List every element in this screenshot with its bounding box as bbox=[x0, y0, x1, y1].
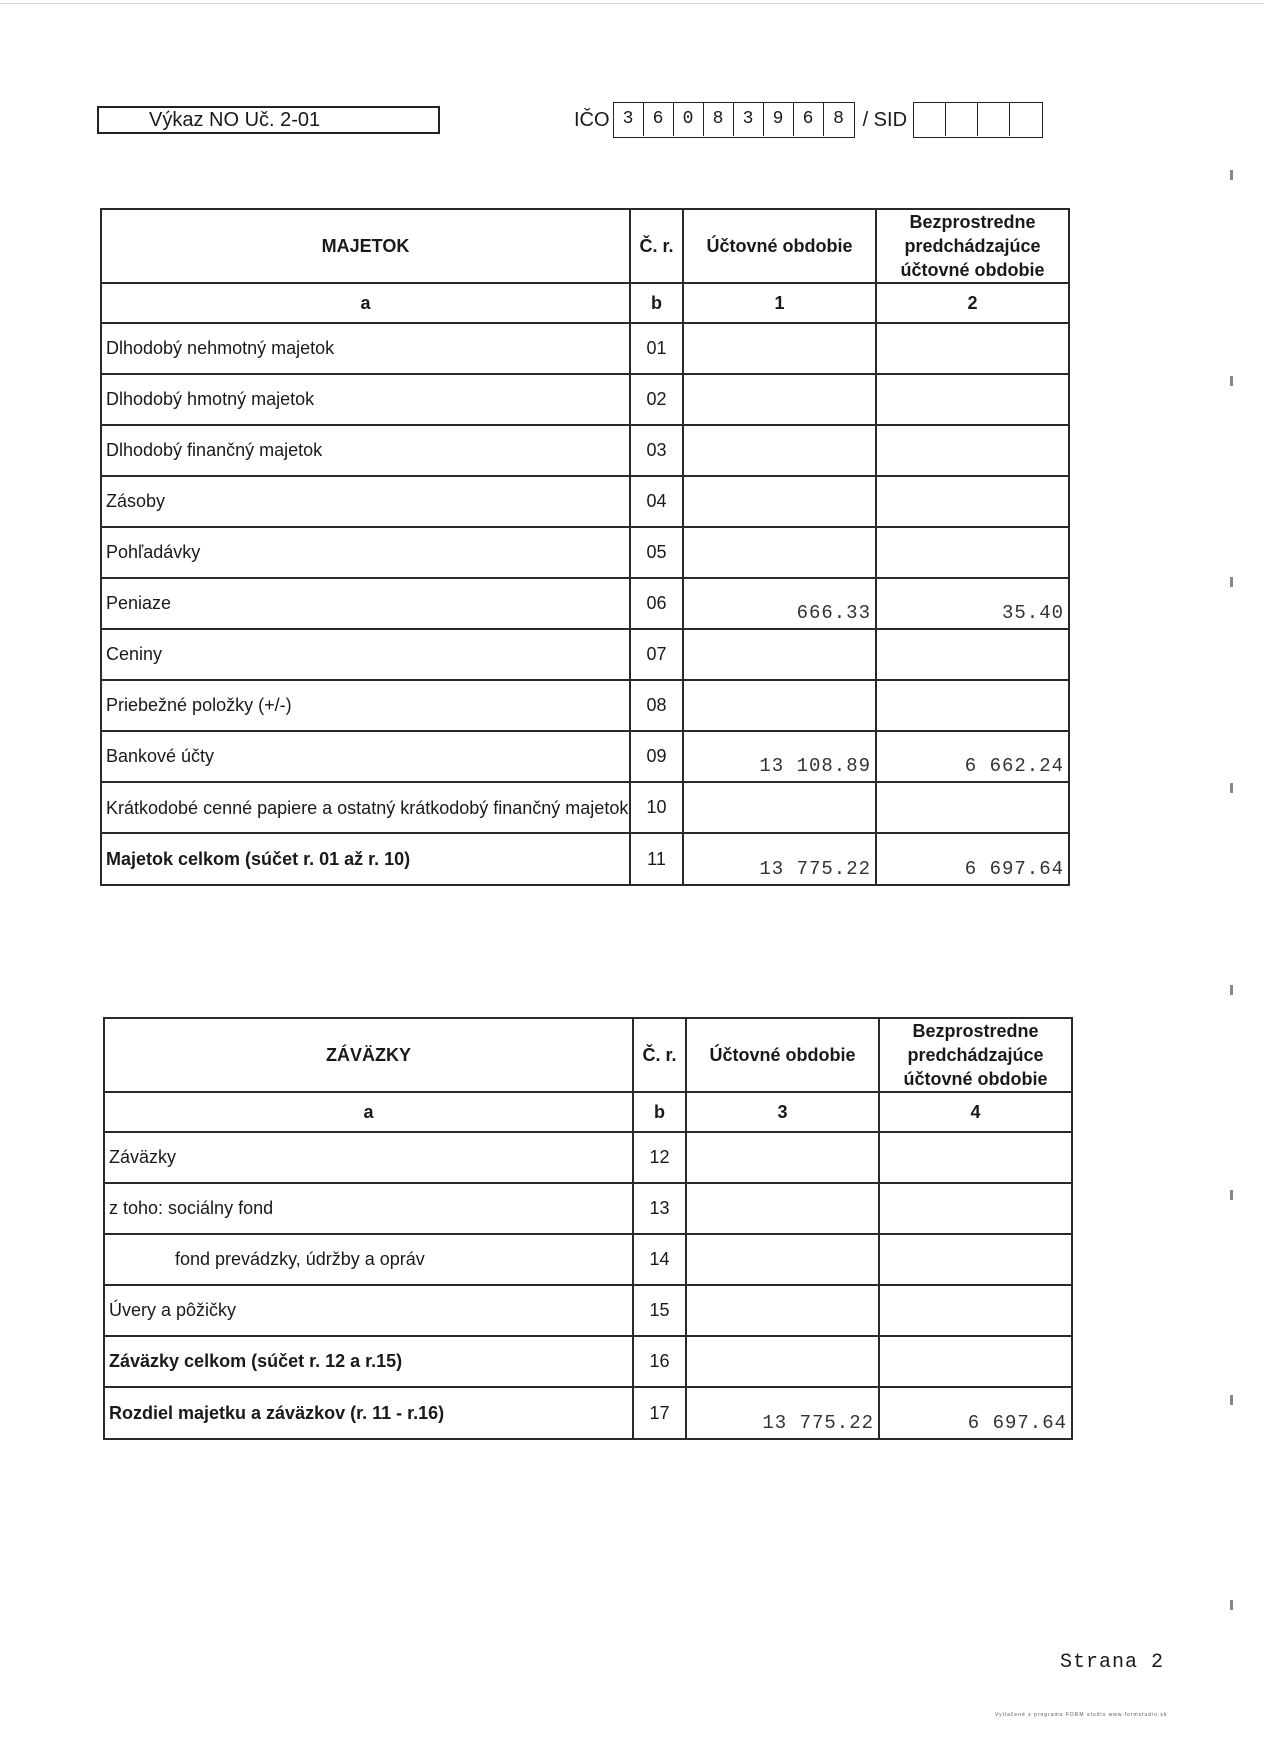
previous-value bbox=[876, 680, 1069, 731]
ico-digit: 8 bbox=[704, 103, 734, 136]
row-label: Pohľadávky bbox=[101, 527, 630, 578]
sid-box bbox=[946, 103, 978, 136]
table-row bbox=[101, 323, 1069, 374]
table-row bbox=[104, 1132, 1072, 1183]
scan-mark bbox=[1230, 1600, 1233, 1610]
current-value: 13 108.89 bbox=[683, 731, 876, 782]
ico-digit: 6 bbox=[644, 103, 674, 136]
row-label: Zásoby bbox=[101, 476, 630, 527]
sid-label: / SID bbox=[862, 108, 908, 131]
scan-mark bbox=[1230, 376, 1233, 386]
row-label: z toho: sociálny fond bbox=[104, 1183, 633, 1234]
previous-value bbox=[879, 1336, 1072, 1387]
previous-value bbox=[879, 1132, 1072, 1183]
table-row-total bbox=[101, 833, 1069, 885]
current-value: 13 775.22 bbox=[686, 1387, 879, 1439]
row-number: 15 bbox=[633, 1285, 686, 1336]
current-value: 13 775.22 bbox=[683, 833, 876, 885]
scan-mark bbox=[1230, 170, 1233, 180]
col-code: a bbox=[104, 1092, 633, 1132]
table-row-total bbox=[104, 1336, 1072, 1387]
row-label: Dlhodobý finančný majetok bbox=[101, 425, 630, 476]
scan-mark bbox=[1230, 985, 1233, 995]
table-row-total bbox=[104, 1387, 1072, 1439]
row-label: Dlhodobý nehmotný majetok bbox=[101, 323, 630, 374]
table-row bbox=[101, 425, 1069, 476]
table-row bbox=[101, 680, 1069, 731]
scan-top-edge bbox=[0, 3, 1264, 4]
current-value bbox=[683, 782, 876, 833]
table-row bbox=[101, 782, 1069, 833]
scan-mark bbox=[1230, 577, 1233, 587]
assets-table bbox=[100, 208, 1070, 886]
ico-digit: 6 bbox=[794, 103, 824, 136]
previous-value bbox=[879, 1285, 1072, 1336]
current-value bbox=[686, 1336, 879, 1387]
current-value bbox=[686, 1132, 879, 1183]
col-code: a bbox=[101, 283, 630, 323]
current-value bbox=[683, 476, 876, 527]
row-number: 02 bbox=[630, 374, 683, 425]
row-label: Rozdiel majetku a záväzkov (r. 11 - r.16) bbox=[104, 1387, 633, 1439]
ico-digit-boxes bbox=[613, 102, 855, 138]
row-label: Ceniny bbox=[101, 629, 630, 680]
row-number: 03 bbox=[630, 425, 683, 476]
row-label: Priebežné položky (+/-) bbox=[101, 680, 630, 731]
row-number: 16 bbox=[633, 1336, 686, 1387]
ico-group bbox=[574, 102, 1043, 138]
scan-mark bbox=[1230, 1395, 1233, 1405]
current-value bbox=[683, 374, 876, 425]
row-number: 04 bbox=[630, 476, 683, 527]
previous-value: 6 697.64 bbox=[876, 833, 1069, 885]
table-row bbox=[101, 731, 1069, 782]
row-number: 08 bbox=[630, 680, 683, 731]
previous-value bbox=[876, 425, 1069, 476]
ico-label: IČO bbox=[574, 108, 610, 131]
liabilities-col-previous: Bezprostredne predchádzajúce účtovné obdobie bbox=[879, 1018, 1072, 1092]
sid-box bbox=[978, 103, 1010, 136]
previous-value: 6 662.24 bbox=[876, 731, 1069, 782]
row-label: Záväzky celkom (súčet r. 12 a r.15) bbox=[104, 1336, 633, 1387]
previous-value bbox=[876, 374, 1069, 425]
col-code: 4 bbox=[879, 1092, 1072, 1132]
liabilities-table bbox=[103, 1017, 1073, 1440]
ico-digit: 3 bbox=[734, 103, 764, 136]
previous-value bbox=[876, 476, 1069, 527]
table-row bbox=[104, 1183, 1072, 1234]
current-value bbox=[683, 425, 876, 476]
sid-box bbox=[914, 103, 946, 136]
page-number: Strana 2 bbox=[1060, 1651, 1165, 1674]
previous-value: 35.40 bbox=[876, 578, 1069, 629]
previous-value bbox=[876, 527, 1069, 578]
scan-mark bbox=[1230, 1190, 1233, 1200]
row-number: 12 bbox=[633, 1132, 686, 1183]
row-number: 05 bbox=[630, 527, 683, 578]
assets-code-row bbox=[101, 283, 1069, 323]
row-number: 07 bbox=[630, 629, 683, 680]
sid-boxes bbox=[913, 102, 1043, 138]
assets-col-current: Účtovné obdobie bbox=[683, 209, 876, 283]
previous-value bbox=[876, 782, 1069, 833]
table-row bbox=[101, 374, 1069, 425]
current-value bbox=[686, 1234, 879, 1285]
ico-digit: 8 bbox=[833, 109, 844, 129]
row-number: 11 bbox=[630, 833, 683, 885]
ico-digit: 9 bbox=[764, 103, 794, 136]
assets-col-name: MAJETOK bbox=[101, 209, 630, 283]
row-label: Dlhodobý hmotný majetok bbox=[101, 374, 630, 425]
footer-small-print: Vytlačené z programu FORM studio www.formstudio.sk bbox=[995, 1712, 1168, 1718]
col-code: 3 bbox=[686, 1092, 879, 1132]
liabilities-col-current: Účtovné obdobie bbox=[686, 1018, 879, 1092]
current-value bbox=[683, 629, 876, 680]
current-value bbox=[686, 1285, 879, 1336]
previous-value bbox=[876, 629, 1069, 680]
liabilities-code-row bbox=[104, 1092, 1072, 1132]
previous-value: 6 697.64 bbox=[879, 1387, 1072, 1439]
current-value bbox=[683, 680, 876, 731]
table-row bbox=[101, 629, 1069, 680]
liabilities-col-name: ZÁVÄZKY bbox=[104, 1018, 633, 1092]
row-number: 10 bbox=[630, 782, 683, 833]
current-value bbox=[686, 1183, 879, 1234]
current-value bbox=[683, 323, 876, 374]
table-row bbox=[104, 1285, 1072, 1336]
row-label: fond prevádzky, údržby a opráv bbox=[104, 1234, 633, 1285]
current-value: 666.33 bbox=[683, 578, 876, 629]
current-value bbox=[683, 527, 876, 578]
row-number: 13 bbox=[633, 1183, 686, 1234]
col-code: b bbox=[630, 283, 683, 323]
table-row bbox=[104, 1234, 1072, 1285]
assets-col-row-no: Č. r. bbox=[630, 209, 683, 283]
assets-col-previous: Bezprostredne predchádzajúce účtovné obdobie bbox=[876, 209, 1069, 283]
table-row bbox=[101, 476, 1069, 527]
previous-value bbox=[879, 1234, 1072, 1285]
ico-digit: 0 bbox=[674, 103, 704, 136]
row-number: 09 bbox=[630, 731, 683, 782]
row-label: Krátkodobé cenné papiere a ostatný krátkodobý finančný majetok bbox=[101, 782, 630, 833]
col-code: 1 bbox=[683, 283, 876, 323]
ico-digit: 3 bbox=[614, 103, 644, 136]
table-row bbox=[101, 578, 1069, 629]
row-number: 14 bbox=[633, 1234, 686, 1285]
previous-value bbox=[879, 1183, 1072, 1234]
assets-header-row bbox=[101, 209, 1069, 283]
table-row bbox=[101, 527, 1069, 578]
row-number: 06 bbox=[630, 578, 683, 629]
row-label: Majetok celkom (súčet r. 01 až r. 10) bbox=[101, 833, 630, 885]
row-label: Úvery a pôžičky bbox=[104, 1285, 633, 1336]
form-label: Výkaz NO Uč. 2-01 bbox=[97, 106, 440, 134]
row-number: 01 bbox=[630, 323, 683, 374]
liabilities-col-row-no: Č. r. bbox=[633, 1018, 686, 1092]
row-label: Záväzky bbox=[104, 1132, 633, 1183]
row-number: 17 bbox=[633, 1387, 686, 1439]
sid-box bbox=[1010, 103, 1042, 136]
scan-mark bbox=[1230, 783, 1233, 793]
col-code: 2 bbox=[876, 283, 1069, 323]
previous-value bbox=[876, 323, 1069, 374]
row-label: Bankové účty bbox=[101, 731, 630, 782]
liabilities-header-row bbox=[104, 1018, 1072, 1092]
row-label: Peniaze bbox=[101, 578, 630, 629]
col-code: b bbox=[633, 1092, 686, 1132]
